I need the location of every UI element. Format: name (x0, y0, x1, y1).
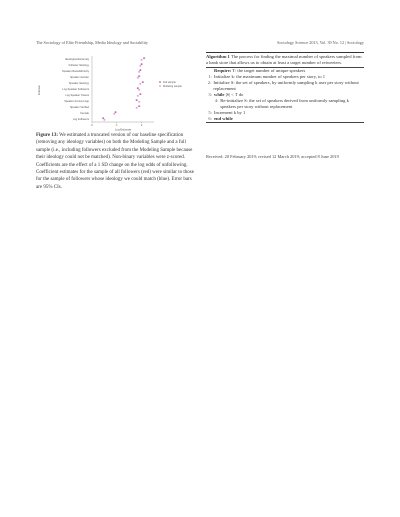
y-tick-label: Log Speaker Tweets (65, 93, 89, 97)
data-point (115, 111, 117, 113)
algorithm-line-text: Initialize S: the set of speakers, by uniformly sampling k user per story without replacement (213, 80, 359, 91)
figure-caption-text: We estimated a truncated version of our baseline specification (removing any ideology variables) on both the Modeling Sample and a full sample (i.e., including followers excluded from the Modeling Sample because their ideology could not be matched). Non-binary variables were z-scored. Coefficients are the effect of a 1 SD change on the log odds of unfollowing. Coefficient estimates for the sample of all followers (red) were similar to those for the sample of followers whose ideology we could match (blue). Error bars are 95% CIs. (36, 133, 194, 190)
data-point (136, 99, 138, 101)
data-point (139, 69, 141, 71)
y-tick-label: Speaker Account Age (64, 99, 89, 103)
algorithm-keyword: Require: (214, 68, 233, 73)
received-dates: Received: 20 February 2019; revised 12 March 2019; accepted 8 June 2019 (206, 154, 339, 159)
data-point (141, 59, 143, 61)
running-header-right: Sociology Science 2013, Vol. 39 No. 12 | Sociology (277, 40, 364, 45)
data-point (104, 119, 106, 121)
data-point (137, 87, 139, 89)
data-point (136, 107, 138, 109)
y-tick-label: Speaker Ideology (68, 81, 89, 85)
legend-marker (159, 81, 161, 83)
y-tick-label: Log Speaker Followers (62, 87, 89, 91)
data-point (137, 77, 139, 79)
algorithm-keyword: end while (214, 116, 233, 121)
legend-label: Full sample (163, 80, 176, 84)
figure-caption-label: Figure 13: (36, 133, 58, 138)
y-tick-label: Female (80, 111, 89, 115)
y-tick-label: Log Followers (72, 117, 89, 121)
x-tick-label: 2 (140, 124, 143, 127)
running-header-left: The Sociology of Elite Friendship, Media Ideology and Sociability (36, 40, 148, 45)
legend-label: Modeling sample (163, 84, 182, 88)
algorithm-lines (206, 68, 364, 122)
algorithm-line-text: Re-initialize S: the set of speakers derived from uniformly sampling k speakers per story without replacement (220, 98, 349, 109)
data-point (143, 57, 145, 59)
y-axis-label: Follower (37, 84, 41, 96)
algorithm-bottom-rule (206, 122, 364, 123)
algorithm-line-number: 4: (214, 98, 219, 103)
x-tick-label: 0 (91, 124, 93, 127)
algorithm-line-number: 5: (208, 110, 212, 115)
algorithm-line-number: 6: (208, 116, 212, 121)
data-point (142, 81, 144, 83)
algorithm-line (206, 80, 364, 92)
algorithm-box (206, 52, 364, 123)
data-point (141, 63, 143, 65)
algorithm-line-text: Initialize k: the maximum number of speakers per story, to 1 (214, 74, 326, 79)
legend-marker (159, 85, 161, 87)
algorithm-line-text: while |S| < T do (214, 92, 244, 97)
y-tick-label: Ideological Extremity (65, 57, 89, 61)
coefficient-figure (36, 52, 200, 132)
algorithm-line (206, 98, 364, 110)
algorithm-label: Algorithm 1 (206, 54, 230, 59)
algorithm-line-number: 1: (208, 74, 212, 79)
data-point (138, 101, 140, 103)
data-point (139, 83, 141, 85)
y-tick-label: Speaker Verified (69, 105, 89, 109)
algorithm-line-text: Require: T: the target number of unique speakers (214, 68, 306, 73)
algorithm-line-text: Increment k by 1 (214, 110, 246, 115)
data-point (138, 71, 140, 73)
y-tick-label: Speaker Race/Ethnicity (62, 69, 89, 73)
algorithm-title (206, 53, 364, 67)
algorithm-line-number: 3: (208, 92, 212, 97)
x-axis-label: Log Estimate (114, 127, 132, 132)
data-point (138, 89, 140, 91)
data-point (113, 113, 115, 115)
data-point (102, 117, 104, 119)
data-point (139, 65, 141, 67)
y-tick-label: Follower Ideology (68, 63, 89, 67)
y-tick-label: Speaker Gender (69, 75, 89, 79)
data-point (139, 93, 141, 95)
algorithm-line-number: 2: (207, 80, 212, 85)
data-point (138, 105, 140, 107)
x-tick-label: 1 (116, 124, 118, 127)
data-point (137, 95, 139, 97)
data-point (138, 75, 140, 77)
algorithm-keyword: while (214, 92, 226, 97)
algorithm-line-text (214, 116, 233, 122)
algorithm-title-text: The process for finding the maximal number of speakers sampled from a bank store that allows us to obtain at least a target number of retweeters. (206, 54, 362, 65)
figure-caption (36, 132, 198, 191)
